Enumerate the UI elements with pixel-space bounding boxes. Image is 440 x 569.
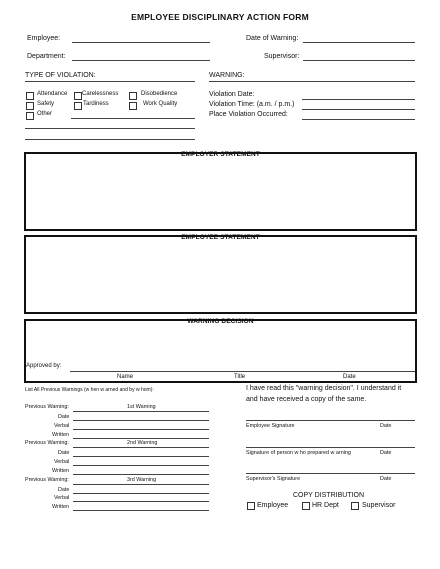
warning-heading: WARNING:: [209, 72, 245, 79]
warning-divider: [209, 81, 415, 82]
approval-date-column: Date: [343, 374, 356, 380]
disobedience-label: Disobedience: [141, 91, 178, 97]
department-field[interactable]: [72, 60, 210, 61]
previous-warning-2-verbal-field[interactable]: [73, 465, 209, 466]
previous-warning-3-verbal-label: Verbal: [54, 495, 70, 501]
previous-warning-3-date-field[interactable]: [73, 493, 209, 494]
previous-warning-2-date-label: Date: [58, 450, 70, 456]
previous-warning-3-label: Previous Warning:: [25, 477, 69, 483]
previous-warning-3-date-label: Date: [58, 487, 70, 493]
employee-signature-date-label: Date: [380, 423, 392, 429]
form-title: EMPLOYEE DISCIPLINARY ACTION FORM: [131, 12, 309, 22]
preparer-signature-label: Signature of person w ho prepared w arning: [246, 450, 351, 456]
previous-warning-1-field[interactable]: [73, 411, 209, 412]
supervisor-copy-checkbox[interactable]: [351, 502, 359, 510]
place-violation-field[interactable]: [302, 119, 415, 120]
type-of-violation-label: TYPE OF VIOLATION:: [25, 72, 96, 79]
approval-name-column: Name: [117, 374, 134, 380]
approved-by-field[interactable]: [70, 371, 415, 372]
place-violation-label: Place Violation Occurred:: [209, 111, 288, 118]
other-label: Other: [37, 111, 53, 117]
violation-date-field[interactable]: [302, 99, 415, 100]
previous-warning-3-written-label: Written: [52, 504, 69, 510]
preparer-signature-date-label: Date: [380, 450, 392, 456]
safety-checkbox[interactable]: [26, 102, 34, 110]
work-quality-checkbox[interactable]: [129, 102, 137, 110]
hr-dept-copy-checkbox[interactable]: [302, 502, 310, 510]
acknowledgement-line-1: I have read this "warning decision". I understand it: [246, 385, 402, 392]
employee-field[interactable]: [72, 42, 210, 43]
hr-dept-copy-label: HR Dept: [312, 502, 339, 509]
supervisor-signature-date-label: Date: [380, 476, 392, 482]
attendance-checkbox[interactable]: [26, 92, 34, 100]
previous-warning-1-written-field[interactable]: [73, 438, 209, 439]
attendance-label: Attendance: [37, 91, 68, 97]
employee-copy-label: Employee: [257, 502, 289, 509]
preparer-signature-field[interactable]: [246, 447, 415, 448]
previous-warning-3-ordinal: 3rd Warning: [127, 477, 157, 483]
previous-warning-1-label: Previous Warning:: [25, 404, 69, 410]
employee-signature-label: Employee Signature: [246, 423, 295, 429]
violation-time-label: Violation Time: (a.m. / p.m.): [209, 101, 295, 108]
supervisor-signature-label: Supervisor's Signature: [246, 476, 301, 482]
previous-warning-2-written-label: Written: [52, 468, 69, 474]
previous-warning-1-verbal-label: Verbal: [54, 423, 70, 429]
employee-signature-field[interactable]: [246, 420, 415, 421]
previous-warning-1-written-label: Written: [52, 432, 69, 438]
carelessness-checkbox[interactable]: [74, 92, 82, 100]
department-label: Department:: [27, 53, 66, 60]
previous-warning-2-label: Previous Warning:: [25, 440, 69, 446]
previous-warning-1-date-field[interactable]: [73, 420, 209, 421]
disobedience-checkbox[interactable]: [129, 92, 137, 100]
warning-decision-title: WARNING DECISION: [187, 318, 254, 325]
previous-warning-1-verbal-field[interactable]: [73, 429, 209, 430]
tardiness-label: Tardiness: [83, 101, 109, 107]
violation-divider: [25, 81, 195, 82]
warning-decision-box[interactable]: [24, 319, 417, 383]
previous-warning-2-field[interactable]: [73, 447, 209, 448]
supervisor-signature-field[interactable]: [246, 473, 415, 474]
acknowledgement-line-2: and have received a copy of the same.: [246, 396, 367, 403]
supervisor-field[interactable]: [303, 60, 415, 61]
supervisor-copy-label: Supervisor: [362, 502, 396, 509]
date-of-warning-field[interactable]: [303, 42, 415, 43]
employee-copy-checkbox[interactable]: [247, 502, 255, 510]
approved-by-label: Approved by:: [26, 363, 62, 369]
date-of-warning-label: Date of Warning:: [246, 35, 299, 42]
other-field[interactable]: [71, 118, 195, 119]
safety-label: Safety: [37, 101, 55, 107]
employee-label: Employee:: [27, 35, 61, 42]
supervisor-label: Supervisor:: [264, 53, 300, 60]
carelessness-label: Carelessness: [82, 91, 119, 97]
employee-statement-title: EMPLOYEE STATEMENT: [181, 234, 260, 241]
previous-warning-2-written-field[interactable]: [73, 474, 209, 475]
work-quality-label: Work Quality: [143, 101, 178, 107]
other-field-line-2[interactable]: [25, 128, 195, 129]
previous-warning-2-verbal-label: Verbal: [54, 459, 70, 465]
previous-warning-3-verbal-field[interactable]: [73, 501, 209, 502]
violation-date-label: Violation Date:: [209, 91, 255, 98]
approval-title-column: Title: [234, 374, 246, 380]
previous-warning-2-ordinal: 2nd Warning: [127, 440, 158, 446]
copy-distribution-heading: COPY DISTRIBUTION: [293, 492, 365, 499]
employer-statement-title: EMPLOYER STATEMENT: [181, 151, 260, 158]
previous-warning-3-field[interactable]: [73, 484, 209, 485]
violation-time-field[interactable]: [302, 109, 415, 110]
previous-warning-1-date-label: Date: [58, 414, 70, 420]
employer-statement-box[interactable]: [24, 152, 417, 231]
tardiness-checkbox[interactable]: [74, 102, 82, 110]
other-field-line-3[interactable]: [25, 139, 195, 140]
previous-warning-1-ordinal: 1st Warning: [127, 404, 156, 410]
previous-warnings-list-label: List All Previous Warnings (w hen w arned and by w hom):: [25, 387, 154, 393]
other-checkbox[interactable]: [26, 112, 34, 120]
previous-warning-2-date-field[interactable]: [73, 456, 209, 457]
employee-statement-box[interactable]: [24, 235, 417, 314]
previous-warning-3-written-field[interactable]: [73, 510, 209, 511]
